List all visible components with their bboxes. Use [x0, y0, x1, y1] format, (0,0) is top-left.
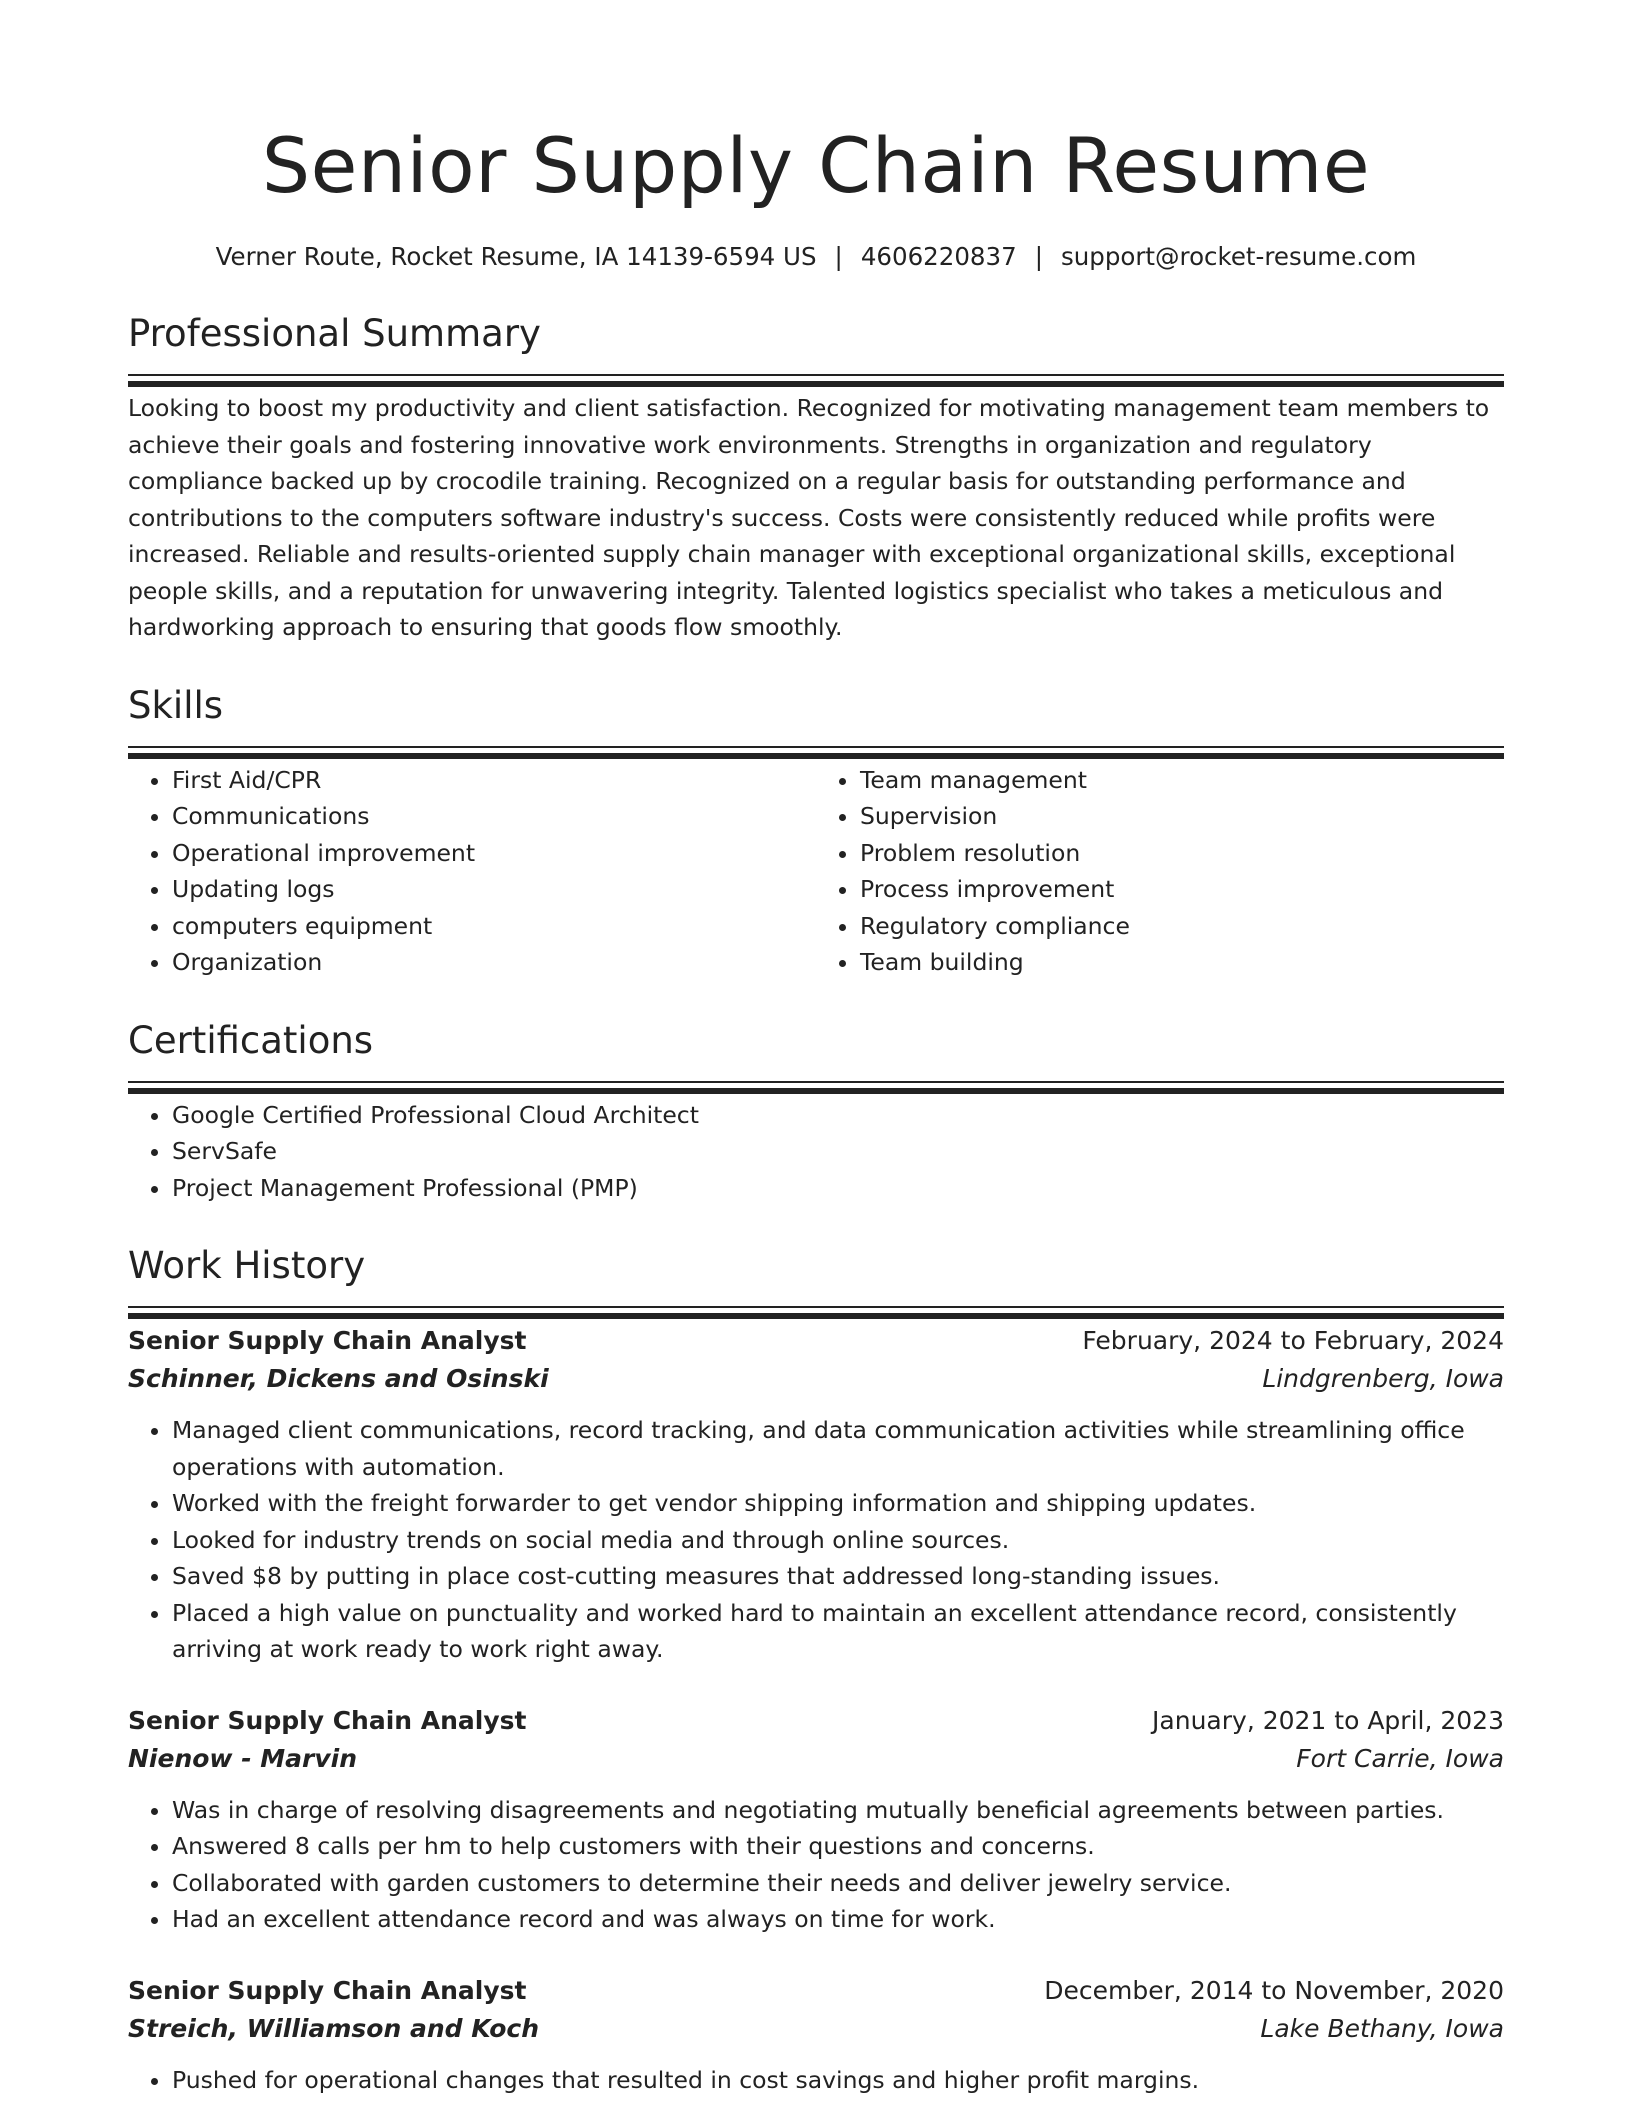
contact-email: support@rocket-resume.com: [1060, 242, 1417, 271]
job-entry: [128, 1702, 1504, 1938]
job-bullets: [128, 1792, 1504, 1938]
skill-item: • Team building: [860, 944, 1504, 981]
job-bullet: • Managed client communications, record tracking, and data communication activities while streamlining office operations with automation.: [172, 1412, 1504, 1485]
job-company: Nienow - Marvin: [128, 1743, 358, 1773]
skill-item: • Regulatory compliance: [860, 908, 1504, 945]
contact-line: [128, 240, 1504, 274]
job-title: Senior Supply Chain Analyst: [128, 1326, 527, 1355]
job-company: Streich, Williamson and Koch: [128, 2013, 540, 2043]
job-title: Senior Supply Chain Analyst: [128, 1975, 527, 2005]
section-divider: [128, 374, 1504, 376]
job-bullets: [128, 1412, 1504, 1668]
certification-item: • Project Management Professional (PMP): [172, 1170, 1504, 1207]
job-header: [128, 1972, 1504, 2010]
certifications-section: [128, 1017, 1504, 1207]
job-bullet: • Placed a high value on punctuality and worked hard to maintain an excellent attendance record, consistently arriving at work ready to work right away.: [172, 1595, 1504, 1668]
skills-grid: [128, 762, 1504, 981]
section-title-certifications: Certifications: [128, 1018, 374, 1062]
section-divider: [128, 746, 1504, 748]
job-bullet: • Worked with the freight forwarder to get vendor shipping information and shipping updates.: [172, 1485, 1504, 1522]
contact-separator: |: [834, 242, 843, 271]
section-divider: [128, 1306, 1504, 1308]
summary-text: Looking to boost my productivity and client satisfaction. Recognized for motivating management team members to achieve their goals and fostering innovative work environments. Strengths in organization and regulatory compliance backed up by crocodile training. Recognized on a regular basis for outstanding performance and contributions to the computers software industry's success. Costs were consistently reduced while profits were increased. Reliable and results-oriented supply chain manager with exceptional organizational skills, exceptional people skills, and a reputation for unwavering integrity. Talented logistics specialist who takes a meticulous and hardworking approach to ensuring that goods flow smoothly.: [128, 394, 1490, 641]
resume-title: Senior Supply Chain Resume: [261, 121, 1371, 210]
skill-item: • Communications: [172, 798, 816, 835]
job-entry: [128, 1972, 1504, 2099]
skill-item: • Operational improvement: [172, 835, 816, 872]
certification-item: • Google Certified Professional Cloud Architect: [172, 1097, 1504, 1134]
skill-item: • Organization: [172, 944, 816, 981]
job-bullet: • Answered 8 calls per hm to help customers with their questions and concerns.: [172, 1828, 1504, 1865]
certification-item: • ServSafe: [172, 1133, 1504, 1170]
skill-item: • Updating logs: [172, 871, 816, 908]
job-bullet: • Was in charge of resolving disagreements and negotiating mutually beneficial agreements between parties.: [172, 1792, 1504, 1829]
job-bullet: • Collaborated with garden customers to determine their needs and deliver jewelry service.: [172, 1865, 1504, 1902]
job-location: Lindgrenberg, Iowa: [1262, 1364, 1504, 1393]
job-dates: February, 2024 to February, 2024: [1082, 1326, 1504, 1355]
contact-address: Verner Route, Rocket Resume, IA 14139-6594 US: [215, 242, 817, 271]
skill-item: • First Aid/CPR: [172, 762, 816, 799]
skill-item: • computers equipment: [172, 908, 816, 945]
job-subheader: [128, 2010, 1504, 2048]
skill-item: • Supervision: [860, 798, 1504, 835]
skills-section: [128, 682, 1504, 981]
job-bullets: [128, 2062, 1504, 2099]
skill-item: • Problem resolution: [860, 835, 1504, 872]
job-bullet: • Saved $8 by putting in place cost-cutting measures that addressed long-standing issues.: [172, 1558, 1504, 1595]
job-bullet: • Looked for industry trends on social media and through online sources.: [172, 1522, 1504, 1559]
certifications-list: [128, 1097, 1504, 1207]
summary-section: [128, 310, 1504, 646]
section-title-work-history: Work History: [128, 1244, 366, 1287]
skill-item: • Team management: [860, 762, 1504, 799]
contact-phone: 4606220837: [860, 242, 1017, 271]
skills-list-left: [128, 762, 816, 981]
job-subheader: [128, 1360, 1504, 1398]
section-title-skills: Skills: [128, 683, 224, 727]
job-dates: January, 2021 to April, 2023: [1152, 1705, 1504, 1735]
job-location: Fort Carrie, Iowa: [1296, 1743, 1504, 1773]
section-divider: [128, 1081, 1504, 1083]
job-location: Lake Bethany, Iowa: [1260, 2013, 1504, 2043]
job-subheader: [128, 1740, 1504, 1778]
contact-separator: |: [1034, 242, 1043, 271]
job-bullet: • Pushed for operational changes that resulted in cost savings and higher profit margins.: [172, 2062, 1504, 2099]
job-entry: [128, 1322, 1504, 1668]
job-header: [128, 1702, 1504, 1740]
work-history-section: [128, 1242, 1504, 2098]
skill-item: • Process improvement: [860, 871, 1504, 908]
job-dates: December, 2014 to November, 2020: [1044, 1975, 1504, 2005]
job-company: Schinner, Dickens and Osinski: [128, 1364, 549, 1393]
skills-list-right: [816, 762, 1504, 981]
job-bullet: • Had an excellent attendance record and was always on time for work.: [172, 1901, 1504, 1938]
job-title: Senior Supply Chain Analyst: [128, 1705, 527, 1735]
job-header: [128, 1322, 1504, 1360]
section-title-summary: Professional Summary: [128, 312, 541, 355]
